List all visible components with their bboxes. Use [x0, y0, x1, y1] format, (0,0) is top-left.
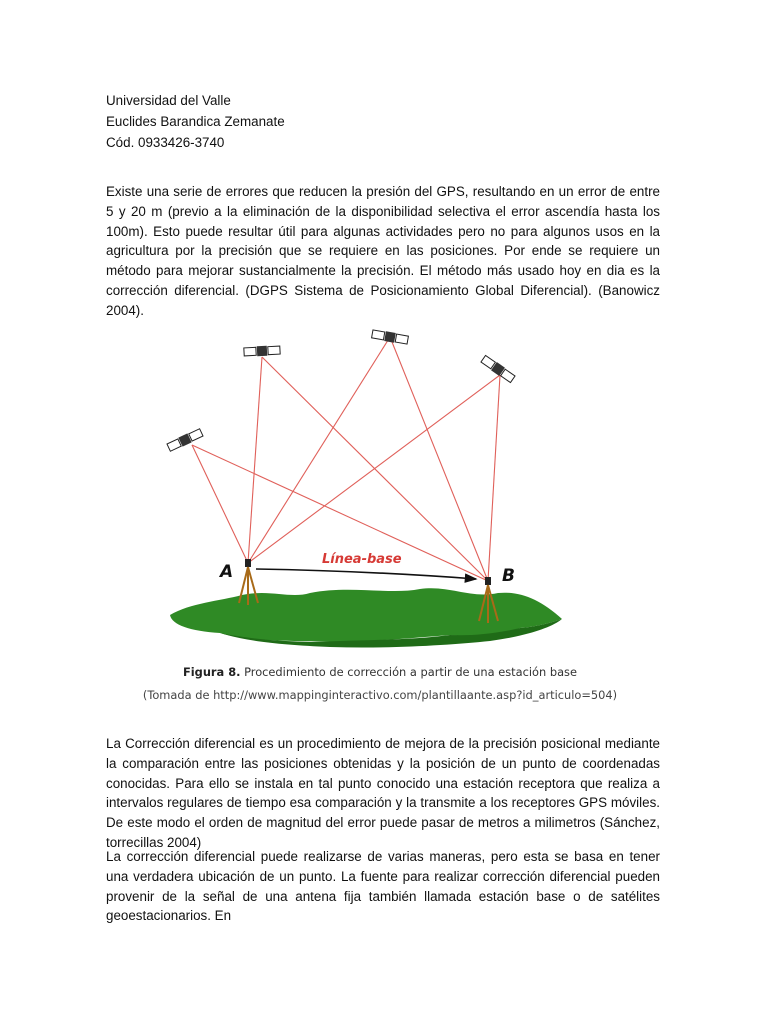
dgps-figure [150, 323, 600, 663]
baseline-arrow [256, 569, 476, 579]
paragraph-differential-correction: La Corrección diferencial es un procedimiento de mejora de la precisión posicional mediante la comparación entre las posiciones obtenidas y la posición de un punto de coordenadas conocidas. Para ello se instala en tal punto conocido una estación receptora que realiza a intervalos regulares de tiempo esa comparación y la transmite a los receptores GPS móviles. De este modo el orden de magnitud del error puede pasar de metros a milimetros (Sánchez, torrecillas 2004) [106, 736, 660, 850]
station-b-label: B [502, 566, 515, 586]
document-header [106, 90, 285, 153]
figure-caption [120, 665, 640, 679]
satellite-icon [480, 355, 515, 384]
author-name: Euclides Barandica Zemanate [106, 114, 285, 129]
signal-lines [192, 337, 500, 581]
baseline-label: Línea-base [322, 552, 402, 567]
station-a-label: A [220, 562, 234, 582]
figure-caption-text: Procedimiento de corrección a partir de una estación base [244, 665, 577, 679]
student-code: Cód. 0933426-3740 [106, 135, 225, 150]
university-name: Universidad del Valle [106, 93, 231, 108]
paragraph-intro: Existe una serie de errores que reducen la presión del GPS, resultando en un error de entre 5 y 20 m (previo a la eliminación de la disponibilidad selectiva el error ascendía hasta los 100m). Esto puede resultar útil para algunas actividades pero no para algunos usos en la agricultura por la precisión que se requiere en las posiciones. Por ende se requiere un método para mejorar sustancialmente la precisión. El método más usado hoy en dia es la corrección diferencial. (DGPS Sistema de Posicionamiento Global Diferencial). (Banowicz 2004). [106, 184, 660, 318]
satellite-icon [371, 329, 408, 345]
paragraph-methods: La corrección diferencial puede realizarse de varias maneras, pero esta se basa en tener una verdadera ubicación de un punto. La fuente para realizar corrección diferencial pueden provenir de la señal de una antena fija también llamada estación base o de satélites geoestacionarios. En [106, 849, 660, 924]
figure-caption-label: Figura 8. [182, 665, 241, 679]
satellite-icon [167, 428, 204, 452]
figure-source: (Tomada de http://www.mappinginteractivo.com/plantillaante.asp?id_articulo=504) [142, 688, 618, 702]
satellite-icon [244, 345, 280, 357]
